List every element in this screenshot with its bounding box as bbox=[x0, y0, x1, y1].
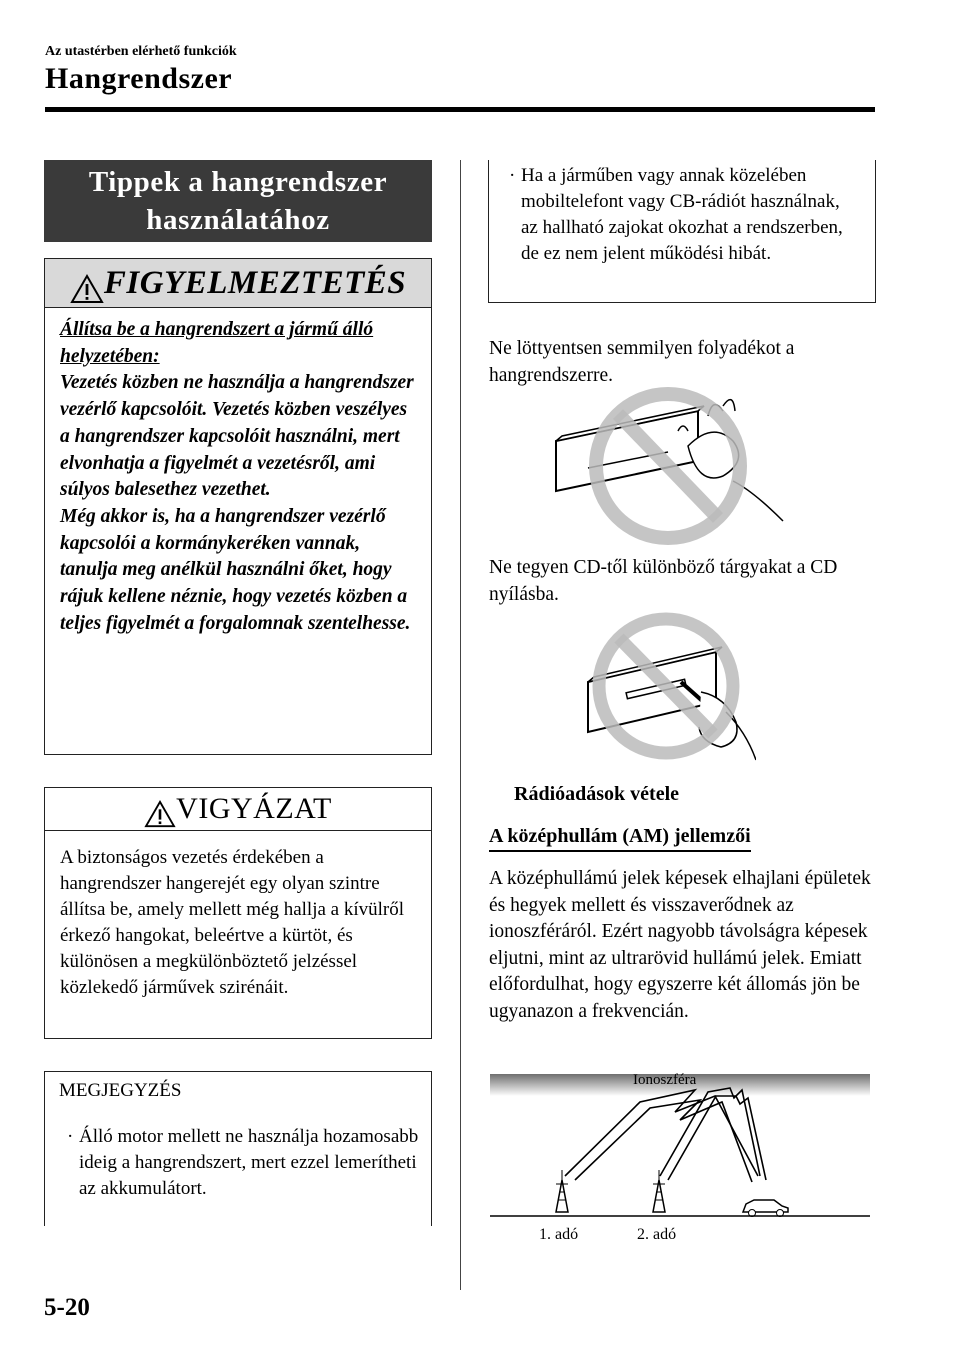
warning-box bbox=[44, 258, 432, 755]
warning-text: Vezetés közben ne használja a hangrendszer vezérlő kapcsolóit. Vezetés közben veszélyes a hangrendszer kapcsolóit használni, mert elvonhatja a figyelmét a vezetésről, ami súlyos balesethez vezethet. bbox=[60, 372, 414, 501]
section-title-line1: Tippek a hangrendszer bbox=[88, 166, 388, 198]
section-banner bbox=[44, 160, 432, 242]
note-box bbox=[44, 1071, 432, 1226]
caution-header bbox=[45, 788, 431, 831]
note-title: MEGJEGYZÉS bbox=[59, 1080, 182, 1101]
bullet-icon: · bbox=[509, 165, 516, 186]
am-text: A középhullámú jelek képesek elhajlani épületek és hegyek mellett és visszaverődnek az ionoszféráról. Ezért nagyobb távolságra képesek eljutni, mint az ultrarövid hullámú jelek. Emiatt előfordulhat, hogy egyszerre két állomás jön be ugyanazon a frekvencián. bbox=[489, 868, 871, 1022]
am-propagation-diagram bbox=[490, 1072, 872, 1222]
note-box-continued bbox=[488, 160, 876, 303]
warning-body bbox=[60, 317, 420, 637]
breadcrumb: Az utastérben elérhető funkciók bbox=[45, 44, 237, 59]
note-bullet-1-text: Álló motor mellett ne használja hozamosabb ideig a hangrendszert, mert ezzel lemerítheti az akkumulátort. bbox=[79, 1126, 419, 1199]
warning-title: FIGYELMEZTETÉS bbox=[103, 265, 407, 301]
station-1-label: 1. adó bbox=[539, 1226, 579, 1243]
warning-triangle-icon bbox=[70, 274, 104, 304]
am-heading: A középhullám (AM) jellemzői bbox=[489, 825, 751, 852]
warning-lead: Állítsa be a hangrendszert a jármű álló helyzetében: bbox=[60, 319, 374, 367]
warning-header bbox=[45, 259, 431, 308]
warning-triangle-icon bbox=[144, 800, 176, 828]
caution-box bbox=[44, 787, 432, 1039]
section-title-line2: használatához bbox=[146, 204, 330, 236]
paragraph-liquid: Ne löttyentsen semmilyen folyadékot a hangrendszerre. bbox=[489, 338, 795, 386]
paragraph-cd: Ne tegyen CD-től különböző tárgyakat a CD nyílásba. bbox=[489, 557, 838, 605]
caution-title: VIGYÁZAT bbox=[176, 792, 332, 825]
note-bullet-1 bbox=[67, 1124, 419, 1202]
no-foreign-object-illustration bbox=[586, 612, 756, 762]
page-number: 5-20 bbox=[44, 1294, 90, 1321]
ionosphere-label: Ionoszféra bbox=[633, 1072, 697, 1088]
transmitter-1-icon bbox=[556, 1170, 568, 1212]
caution-text: A biztonságos vezetés érdekében a hangrendszer hangerejét egy olyan szintre állítsa be, amely mellett még hallja a kívülről érkező hangokat, beleértve a kürtöt, és különösen a megkülönböztető jelzéssel közlekedő járművek szirénáit. bbox=[60, 847, 405, 998]
transmitter-2-icon bbox=[653, 1170, 665, 1212]
bullet-icon: · bbox=[67, 1126, 74, 1147]
warning-text-2: Még akkor is, ha a hangrendszer vezérlő kapcsolói a kormánykeréken vannak, tanulja meg anélkül használni őket, hogy rájuk kellene néznie, hogy vezetés közben a teljes figyelmét a forgalomnak szentelhesse. bbox=[60, 505, 411, 634]
car-icon bbox=[743, 1200, 788, 1217]
no-liquid-illustration bbox=[548, 386, 788, 546]
station-2-label: 2. adó bbox=[637, 1226, 677, 1243]
note-bullet-2 bbox=[509, 163, 861, 267]
column-divider bbox=[460, 160, 461, 1290]
note-bullet-2-text: Ha a járműben vagy annak közelében mobiltelefont vagy CB-rádiót használnak, az hallható zajokat okozhat a rendszerben, de ez nem jelent működési hibát. bbox=[521, 165, 843, 264]
radio-heading: Rádióadások vétele bbox=[514, 783, 679, 805]
title-rule bbox=[45, 107, 875, 112]
page-title: Hangrendszer bbox=[45, 62, 233, 95]
